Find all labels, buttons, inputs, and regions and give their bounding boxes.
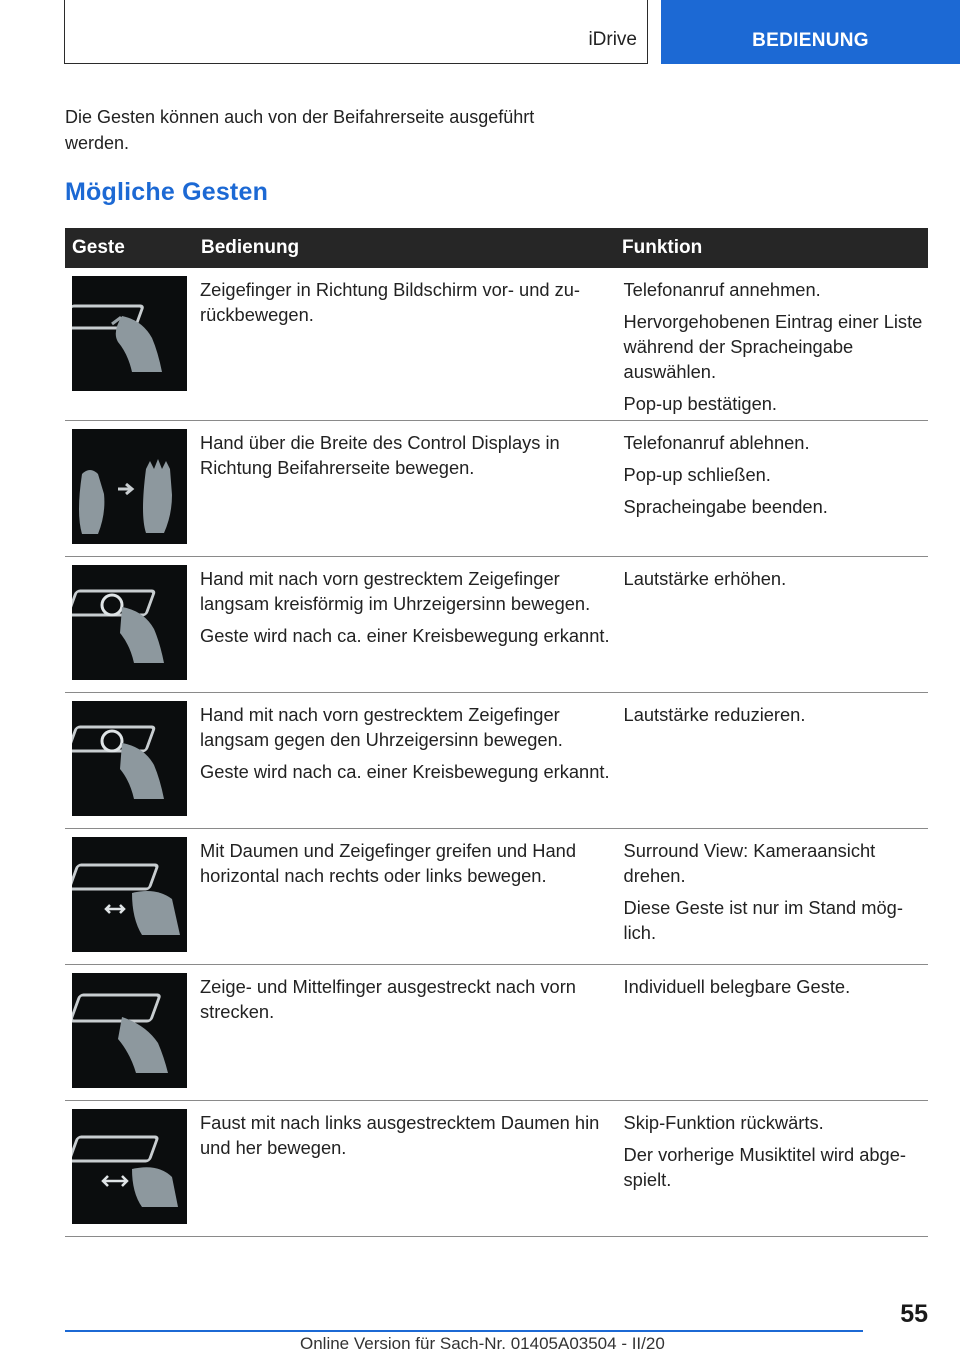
pinch-and-move-gesture-icon (72, 837, 187, 952)
funktion-text: Telefonanruf ablehnen. (623, 432, 810, 453)
column-header-geste: Geste (72, 237, 125, 258)
table-row (65, 965, 928, 1101)
funktion-text: Skip-Funktion rückwärts. (623, 1112, 824, 1133)
gesture-image-cell (65, 693, 193, 828)
funktion-cell (618, 1101, 928, 1236)
funktion-text: Der vorherige Musiktitel wird abgespielt. (623, 1144, 906, 1190)
fist-thumb-swipe-gesture-icon (72, 1109, 187, 1224)
hand-swipe-gesture-icon (72, 429, 187, 544)
two-finger-point-gesture-icon (72, 973, 187, 1088)
funktion-text: Lautstärke reduzieren. (623, 704, 806, 725)
rotate-counterclockwise-gesture-icon (72, 701, 187, 816)
funktion-text: Spracheingabe beenden. (623, 496, 828, 517)
gesture-image-cell (65, 268, 193, 420)
bedienung-text: Geste wird nach ca. einer Kreisbewegung erkannt. (200, 625, 610, 646)
funktion-text: Diese Geste ist nur im Stand möglich. (623, 897, 903, 943)
funktion-cell (618, 829, 928, 964)
column-header-funktion: Funktion (622, 237, 703, 258)
bedienung-text: Zeige- und Mittelfinger ausgestreckt nach vorn strecken. (200, 976, 576, 1022)
bedienung-text: Hand über die Breite des Control Displays in Richtung Beifahrerseite bewegen. (200, 432, 560, 478)
footer-divider (65, 1330, 863, 1332)
bedienung-text: Faust mit nach links ausgestrecktem Daumen hin und her bewegen. (200, 1112, 600, 1158)
bedienung-text: Zeigefinger in Richtung Bildschirm vor- und zurückbewegen. (200, 279, 581, 325)
table-row (65, 268, 928, 421)
gesture-image-cell (65, 965, 193, 1100)
bedienung-text: Mit Daumen und Zeigefinger greifen und Hand horizontal nach rechts oder links bewegen. (200, 840, 577, 886)
gesture-image-cell (65, 1101, 193, 1236)
bedienung-text: Hand mit nach vorn gestrecktem Zeigefinger langsam gegen den Uhrzeigersinn bewegen. (200, 704, 563, 750)
funktion-text: Pop-up bestätigen. (623, 393, 778, 414)
funktion-cell (618, 421, 928, 556)
funktion-cell (618, 557, 928, 692)
header-chapter-box (64, 0, 648, 64)
point-forward-back-gesture-icon (72, 276, 187, 391)
bedienung-text: Geste wird nach ca. einer Kreisbewegung erkannt. (200, 761, 610, 782)
table-header (65, 228, 928, 268)
funktion-text: Surround View: Kameraansicht drehen. (623, 840, 876, 886)
intro-text: Die Gesten können auch von der Beifahrerseite ausgeführt werden. (65, 107, 535, 153)
footer-text: Online Version für Sach-Nr. 01405A03504 - II/20 (300, 1334, 665, 1353)
funktion-cell (618, 268, 928, 420)
gesture-image-cell (65, 557, 193, 692)
gesture-image-cell (65, 829, 193, 964)
gesture-table (65, 228, 928, 1237)
chapter-title: iDrive (588, 29, 637, 50)
funktion-text: Telefonanruf annehmen. (623, 279, 821, 300)
section-tab: BEDIENUNG (661, 0, 960, 64)
funktion-cell (618, 965, 928, 1100)
funktion-text: Pop-up schließen. (623, 464, 771, 485)
funktion-text: Individuell belegbare Geste. (623, 976, 851, 997)
table-row (65, 557, 928, 693)
section-title: Mögliche Gesten (65, 178, 269, 206)
page-number: 55 (900, 1300, 928, 1328)
funktion-text: Hervorgehobenen Eintrag einer Liste während der Spracheingabe auswählen. (623, 311, 923, 382)
table-row (65, 829, 928, 965)
column-header-bedienung: Bedienung (201, 237, 300, 258)
funktion-text: Lautstärke erhöhen. (623, 568, 787, 589)
gesture-image-cell (65, 421, 193, 556)
table-row (65, 693, 928, 829)
funktion-cell (618, 693, 928, 828)
table-row (65, 421, 928, 557)
rotate-clockwise-gesture-icon (72, 565, 187, 680)
table-body (65, 268, 928, 1237)
table-row (65, 1101, 928, 1237)
bedienung-text: Hand mit nach vorn gestrecktem Zeigefinger langsam kreisförmig im Uhrzeigersinn bewegen. (200, 568, 591, 614)
